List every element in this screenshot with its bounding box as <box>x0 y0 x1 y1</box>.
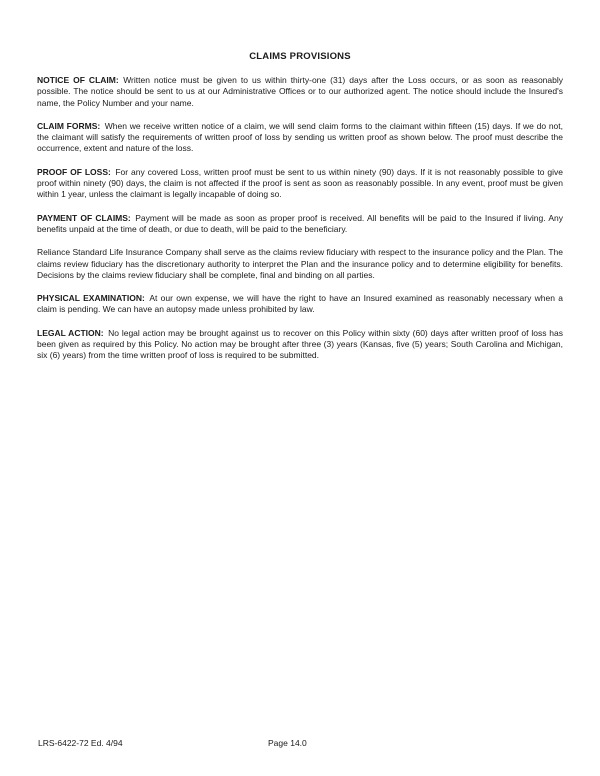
paragraph-label: CLAIM FORMS: <box>37 120 101 131</box>
paragraph-text: Reliance Standard Life Insurance Company shall serve as the claims review fiduciary with respect to the insurance policy and the Plan. The claims review fiduciary has the discretionary authority to interpret the Plan and the insurance policy and to determine eligibility for benefits. Decisions by the claims review fiduciary shall be complete, final and binding on all parties. <box>37 247 563 280</box>
page-title: CLAIMS PROVISIONS <box>249 51 351 62</box>
paragraph-text: Written notice must be given to us within thirty-one (31) days after the Loss occurs, or as soon as reasonably possible. The notice should be sent to us at our Administrative Offices or to our authorized agent. The notice should include the Insured's name, the Policy Number and your name. <box>37 75 564 108</box>
paragraph <box>37 293 563 316</box>
paragraph-text: When we receive written notice of a claim, we will send claim forms to the claimant within fifteen (15) days. If we do not, the claimant will satisfy the requirements of written proof of loss by sending us written proof as shown below. The proof must describe the occurrence, extent and nature of the loss. <box>37 120 563 154</box>
paragraph-label: LEGAL ACTION: <box>37 327 104 338</box>
paragraph <box>37 328 563 362</box>
paragraph-label: PROOF OF LOSS: <box>37 166 111 177</box>
paragraph-text: At our own expense, we will have the right to have an Insured examined as reasonably necessary when a claim is pending. We can have an autopsy made unless prohibited by law. <box>37 293 563 315</box>
paragraph-text: No legal action may be brought against us to recover on this Policy within sixty (60) days after written proof of loss has been given as required by this Policy. No action may be brought after three (3) years (Kansas, five (5) years; South Carolina and Michigan, six (6) years) from the time written proof of loss is required to be submitted. <box>37 327 564 361</box>
paragraph <box>37 167 563 201</box>
paragraph <box>37 121 563 155</box>
paragraph-label: PAYMENT OF CLAIMS: <box>37 212 131 223</box>
paragraphs-container <box>37 75 563 362</box>
paragraph-label: PHYSICAL EXAMINATION: <box>37 293 145 304</box>
paragraph <box>37 213 563 236</box>
footer-page-number: Page 14.0 <box>268 738 307 748</box>
paragraph-text: Payment will be made as soon as proper proof is received. All benefits will be paid to the Insured if living. Any benefits unpaid at the time of death, or due to death, will be paid to the beneficiary. <box>37 212 563 234</box>
paragraph-label: NOTICE OF CLAIM: <box>37 75 119 85</box>
paragraph <box>37 75 563 109</box>
footer-form-number: LRS-6422-72 Ed. 4/94 <box>38 738 123 748</box>
paragraph-text: For any covered Loss, written proof must be sent to us within ninety (90) days. If it is not reasonably possible to give proof within ninety (90) days, the claim is not affected if the proof is sent as soon as reasonably possible. In any event, proof must be given within 1 year, unless the claimant is legally incapable of doing so. <box>37 166 563 200</box>
paragraph <box>37 247 563 281</box>
